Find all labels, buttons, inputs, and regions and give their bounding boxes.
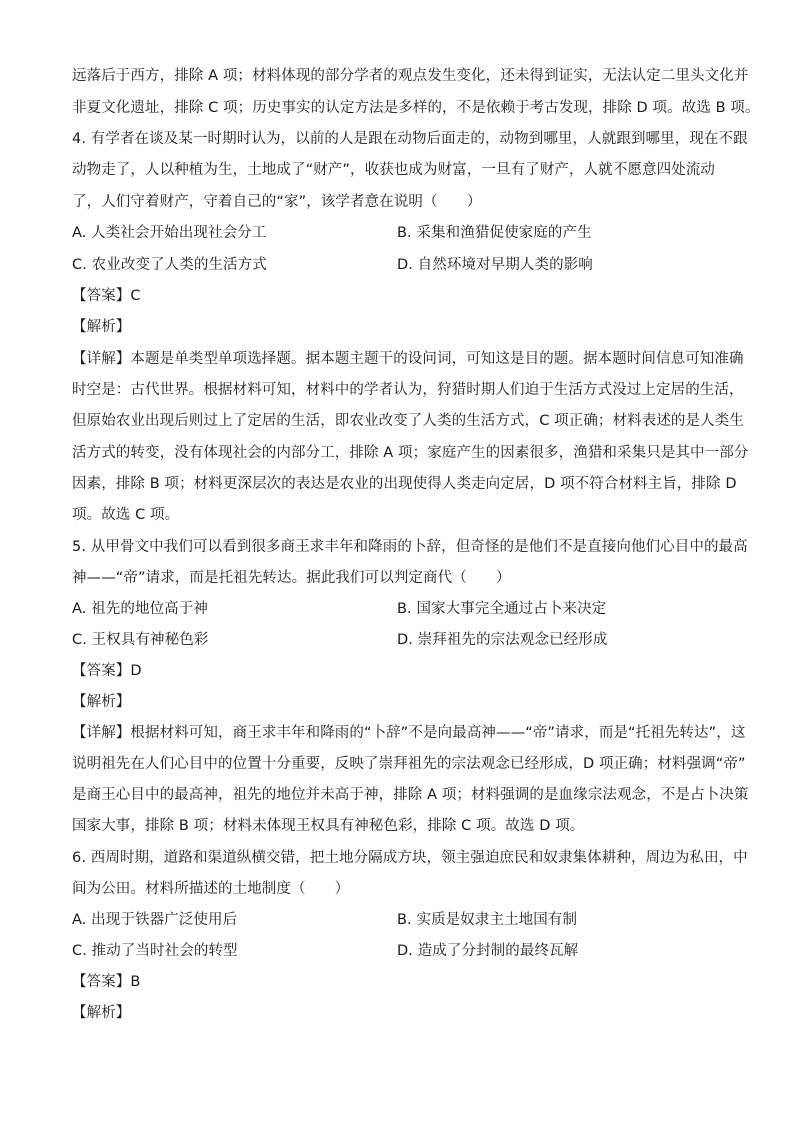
question-6-option-b: B. 实质是奴隶主土地国有制 <box>397 912 578 928</box>
question-4-option-d: D. 自然环境对早期人类的影响 <box>397 257 593 273</box>
question-5-option-b: B. 国家大事完全通过占卜来决定 <box>397 601 607 617</box>
question-5-detail-4: 国家大事，排除 B 项；材料未体现王权具有神秘色彩，排除 C 项。故选 D 项。 <box>72 818 585 834</box>
question-4-detail-4: 活方式的转变，没有体现社会的内部分工，排除 A 项；家庭产生的因素很多，渔猎和采集只是其中一部分 <box>72 445 749 461</box>
text-line-2: 非夏文化遗址，排除 C 项；历史事实的认定方法是多样的，不是依赖于考古发现，排除 D 项。故选 B 项。 <box>72 100 760 116</box>
question-4-detail-2: 时空是：古代世界。根据材料可知，材料中的学者认为，狩猎时期人们迫于生活方式没过上定居的生活， <box>72 382 744 398</box>
question-4-detail-3: 但原始农业出现后则过上了定居的生活，即农业改变了人类的生活方式，C 项正确；材料表述的是人类生 <box>72 413 744 429</box>
question-4-option-c: C. 农业改变了人类的生活方式 <box>72 257 267 273</box>
question-4-answer: 【答案】C <box>72 288 141 304</box>
question-6-analysis-label: 【解析】 <box>72 1005 131 1021</box>
question-4-stem-2: 动物走了，人以种植为生，土地成了“财产”，收获也成为财富，一旦有了财产，人就不愿意四处流动 <box>72 162 716 178</box>
question-6-stem-2: 间为公田。材料所描述的土地制度（ ） <box>72 881 350 897</box>
question-6-option-d: D. 造成了分封制的最终瓦解 <box>397 943 579 959</box>
question-4-detail-6: 项。故选 C 项。 <box>72 507 180 523</box>
question-6-answer: 【答案】B <box>72 974 141 990</box>
question-5-detail-3: 是商王心目中的最高神，祖先的地位并未高于神，排除 A 项；材料强调的是血缘宗法观念，不是占卜决策 <box>72 787 749 803</box>
question-4-stem: 4. 有学者在谈及某一时期时认为，以前的人是跟在动物后面走的，动物到哪里，人就跟到哪里，现在不跟 <box>72 131 748 147</box>
question-6-option-c: C. 推动了当时社会的转型 <box>72 943 238 959</box>
text-line-1: 远落后于西方，排除 A 项；材料体现的部分学者的观点发生变化，还未得到证实，无法认定二里头文化并 <box>72 68 749 84</box>
question-4-detail-1: 【详解】本题是单类型单项选择题。据本题主题干的设问词，可知这是目的题。据本题时间信息可知准确 <box>72 351 744 367</box>
question-5-stem: 5. 从甲骨文中我们可以看到很多商王求丰年和降雨的卜辞，但奇怪的是他们不是直接向他们心目中的最高 <box>72 539 748 555</box>
question-4-analysis-label: 【解析】 <box>72 319 131 335</box>
question-5-stem-2: 神——“帝”请求，而是托祖先转达。据此我们可以判定商代（ ） <box>72 570 511 586</box>
question-6-option-a: A. 出现于铁器广泛使用后 <box>72 912 238 928</box>
question-4-detail-5: 因素，排除 B 项；材料更深层次的表达是农业的出现使得人类走向定居，D 项不符合材料主旨，排除 D <box>72 476 737 492</box>
question-5-analysis-label: 【解析】 <box>72 694 131 710</box>
question-5-answer: 【答案】D <box>72 663 142 679</box>
question-5-detail-2: 说明祖先在人们心目中的位置十分重要，反映了崇拜祖先的宗法观念已经形成，D 项正确；材料强调“帝” <box>72 756 746 772</box>
question-6-stem: 6. 西周时期，道路和渠道纵横交错，把土地分隔成方块，领主强迫庶民和奴隶集体耕种，周边为私田，中 <box>72 850 748 866</box>
question-5-detail-1: 【详解】根据材料可知，商王求丰年和降雨的“卜辞”不是向最高神——“帝”请求，而是“托祖先转达”，这 <box>72 725 746 741</box>
question-5-option-d: D. 崇拜祖先的宗法观念已经形成 <box>397 632 608 648</box>
question-5-option-c: C. 王权具有神秘色彩 <box>72 632 209 648</box>
question-5-option-a: A. 祖先的地位高于神 <box>72 601 208 617</box>
question-4-option-a: A. 人类社会开始出现社会分工 <box>72 225 267 241</box>
question-4-stem-3: 了，人们守着财产，守着自己的“家”，该学者意在说明（ ） <box>72 194 482 210</box>
question-4-option-b: B. 采集和渔猎促使家庭的产生 <box>397 225 592 241</box>
